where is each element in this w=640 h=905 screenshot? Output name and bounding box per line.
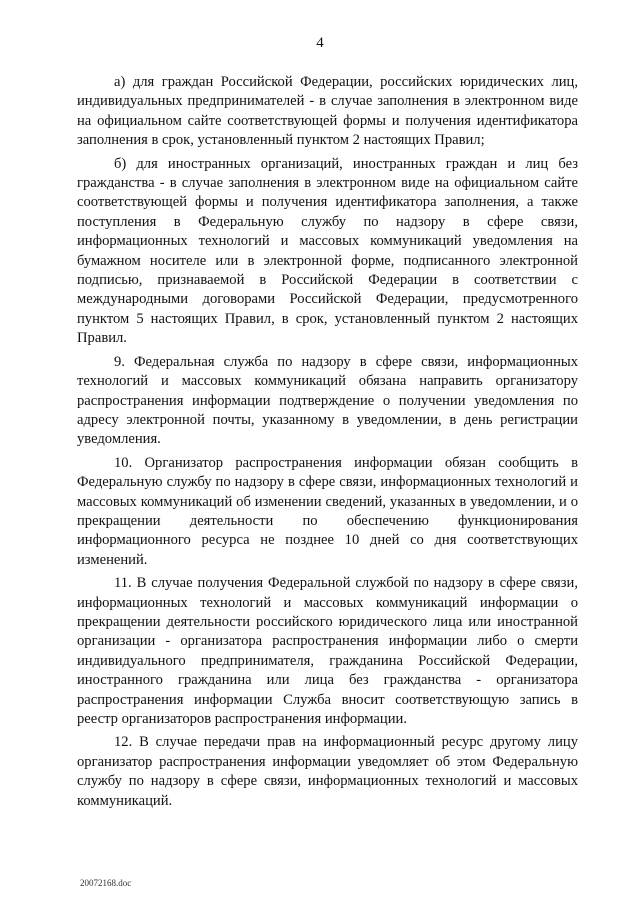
- paragraph-a: а) для граждан Российской Федерации, российских юридических лиц, индивидуальных предпринимателей - в случае заполнения в электронном виде на официальном сайте соответствующей формы и получения идентификатора заполнения в срок, установленный пунктом 2 настоящих Правил;: [77, 74, 578, 149]
- paragraph-b: б) для иностранных организаций, иностранных граждан и лиц без гражданства - в случае заполнения в электронном виде на официальном сайте соответствующей формы и получения идентификатора заполнения, а также поступления в Федеральную службу по надзору в сфере связи, информационных технологий и массовых коммуникаций уведомления на бумажном носителе или в электронной форме, подписанного электронной подписью, признаваемой в Российской Федерации в соответствии с международными договорами Российской Федерации, предусмотренного пунктом 5 настоящих Правил, в срок, установленный пунктом 2 настоящих Правил.: [77, 155, 578, 347]
- page-number: 4: [316, 35, 324, 51]
- document-file-code: 20072168.doc: [80, 878, 132, 888]
- paragraph-9: 9. Федеральная служба по надзору в сфере связи, информационных технологий и массовых коммуникаций обязана направить организатору распространения информации подтверждение о получении уведомления по адресу электронной почты, указанному в уведомлении, в день регистрации уведомления.: [77, 353, 578, 448]
- paragraph-10: 10. Организатор распространения информации обязан сообщить в Федеральную службу по надзору в сфере связи, информационных технологий и массовых коммуникаций об изменении сведений, указанных в уведомлении, и о прекращении деятельности по обеспечению функционирования информационного ресурса не позднее 10 дней со дня соответствующих изменений.: [77, 454, 578, 568]
- document-body: [77, 73, 578, 815]
- paragraph-12: 12. В случае передачи прав на информационный ресурс другому лицу организатор распространения информации уведомляет об этом Федеральную службу по надзору в сфере связи, информационных технологий и массовых коммуникаций.: [77, 734, 578, 809]
- paragraph-11: 11. В случае получения Федеральной службой по надзору в сфере связи, информационных технологий и массовых коммуникаций информации о прекращении деятельности российского юридического лица или иностранной организации - организатора распространения информации либо о смерти индивидуального предпринимателя, гражданина Российской Федерации, иностранного гражданина или лица без гражданства - организатора распространения информации Служба вносит соответствующую запись в реестр организаторов распространения информации.: [77, 575, 578, 727]
